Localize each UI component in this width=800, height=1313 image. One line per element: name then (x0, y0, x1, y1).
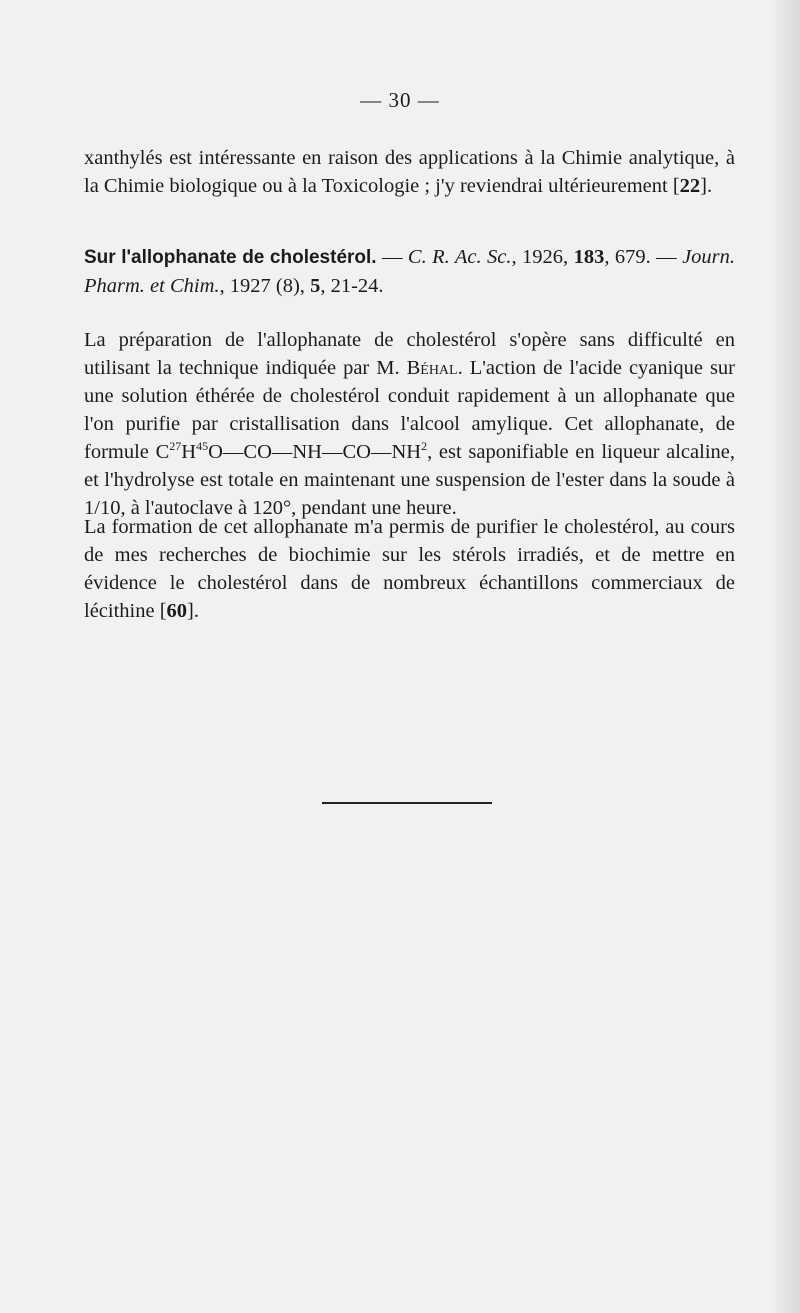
page-edge-shadow (770, 0, 800, 1313)
journal-citation-1: C. R. Ac. Sc. (407, 246, 512, 268)
journal-citation-2: Journ. Pharm. et Chim. (84, 246, 736, 297)
page-number: — 30 — (360, 88, 440, 112)
journal-volume-2: 5 (310, 275, 321, 297)
journal-volume-1: 183 (573, 246, 605, 268)
reference-60: 60 (166, 600, 188, 622)
continuation-text: xanthylés est intéressante en raison des applications à la Chimie analytique, à la Chimie biologique ou à la Toxicologie ; j'y reviendrai ultérieurement (84, 147, 735, 197)
continuation-paragraph: xanthylés est intéressante en raison des applications à la Chimie analytique, à la Chimie biologique ou à la Toxicologie ; j'y reviendrai ultérieurement [22]. (84, 147, 735, 197)
body-paragraph-1: La préparation de l'allophanate de cholestérol s'opère sans difficulté en utilisant la technique indiquée par M. Béhal. L'action de l'acide cyanique sur une solution éthérée de cholestérol conduit rapidement à un allophanate que l'on purifie par cristallisation dans l'alcool amylique. Cet allophanate, de formule $C^{27}H^{45}O—CO—NH—CO—NH^2$, est saponifiable en liqueur alcaline, et l'hydrolyse est totale en maintenant une suspension de l'ester dans la soude à 1/10, à l'autoclave à 120°, pendant une heure. (84, 329, 735, 519)
section-heading-reference: Sur l'allophanate de cholestérol. — C. R. Ac. Sc., 1926, 183, 679. — Journ. Pharm. et Chim., 1927 (8), 5, 21-24. (84, 246, 736, 297)
author-name: Béhal (406, 357, 458, 379)
section-title: Sur l'allophanate de cholestérol. (84, 247, 377, 268)
section-divider-rule (322, 802, 492, 804)
reference-22: 22 (679, 175, 701, 197)
body-paragraph-2: La formation de cet allophanate m'a permis de purifier le cholestérol, au cours de mes recherches de biochimie sur les stérols irradiés, et de mettre en évidence le cholestérol dans de nombreux échantillons commerciaux de lécithine [60]. (84, 516, 735, 622)
